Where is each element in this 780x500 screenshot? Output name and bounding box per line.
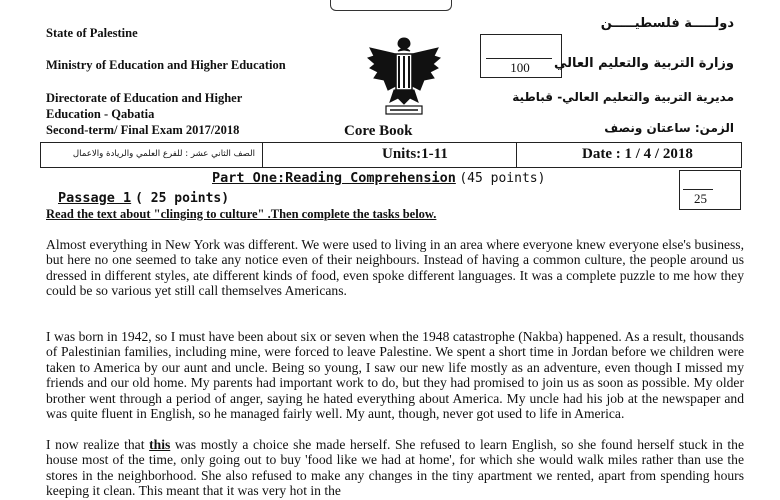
part-points: (45 points)	[459, 171, 546, 186]
header-exam: Second-term/ Final Exam 2017/2018	[46, 123, 240, 137]
highlight-this: this	[149, 437, 171, 452]
paragraph-3	[46, 437, 744, 500]
section-mark-box	[679, 170, 741, 210]
header-ministry: Ministry of Education and Higher Education	[46, 58, 286, 72]
date-label: Date : 1 / 4 / 2018	[582, 146, 693, 162]
paragraph-2: I was born in 1942, so I must have been about six or seven when the 1948 catastrophe (Nakba) happened. As a result, thousands of Palestinian families, including mine, were forced to leave Palestine. We spent a short time in Jordan before we children were taken to America by our aunt and uncle. Being so young, I saw our new life mostly as an adventure, even though I missed my friends and our old home. My parents had important work to do, but they had promised to join us as soon as possible. My older brother went through a period of anger, saying he hated everything about America. My uncle had his job at the newspaper and was quite fluent in English, so he managed fairly well. My aunt, though, never got used to life in America.	[46, 329, 744, 422]
passage-points: ( 25 points)	[135, 191, 230, 206]
header-ministry-ar: وزارة التربية والتعليم العالي	[553, 56, 734, 71]
passage-heading	[58, 189, 229, 207]
header-directorate-1: Directorate of Education and Higher	[46, 91, 243, 105]
header-state: State of Palestine	[46, 26, 138, 40]
passage-title: Passage 1	[58, 190, 132, 206]
units-label: Units:1-11	[382, 146, 448, 162]
header-directorate-2: Education - Qabatia	[46, 107, 155, 121]
part-heading	[212, 170, 545, 187]
part-title: Part One:Reading Comprehension	[212, 170, 456, 186]
paragraph-1: Almost everything in New York was different. We were used to living in an area where everyone knew everyone else's business, but here no one seemed to take any notice even of their neighbours. Instead of having a common culture, the people around us dressed in different styles, ate different kinds of food, even spoke different languages. It was a complete puzzle to me how they could be so various yet still call themselves Americans.	[46, 237, 744, 299]
paragraph-3-rest: was mostly a choice she made herself. She refused to learn English, so she found herself stuck in the house most of the time, only going out to buy 'food like we had at home', for which she would walk miles rather than use the stores in the neighborhood. She also refused to make any changes in the tiny apartment we rented, apart from spending hours keeping it clean. This meant that it was very hot in the	[46, 437, 744, 499]
class-label-ar: الصف الثاني عشر : للفرع العلمي والريادة والاعمال	[72, 149, 255, 159]
passage-instruction: Read the text about "clinging to culture" .Then complete the tasks below.	[46, 207, 437, 221]
section-mark: 25	[694, 191, 707, 206]
book-label: Core Book	[344, 123, 413, 139]
paragraph-3-start: I now realize that	[46, 437, 150, 452]
eagle-emblem-icon	[366, 32, 442, 122]
info-divider-2	[516, 142, 517, 168]
header-time-ar: الزمن: ساعتان ونصف	[604, 121, 734, 135]
total-mark: 100	[510, 60, 530, 75]
info-divider-1	[262, 142, 263, 168]
top-stamp	[330, 0, 452, 11]
section-mark-underline	[683, 189, 713, 190]
header-state-ar: دولـــــة فلسطيـــــن	[600, 16, 734, 31]
header-directorate-ar: مديرية التربية والتعليم العالي- قباطية	[512, 90, 734, 104]
